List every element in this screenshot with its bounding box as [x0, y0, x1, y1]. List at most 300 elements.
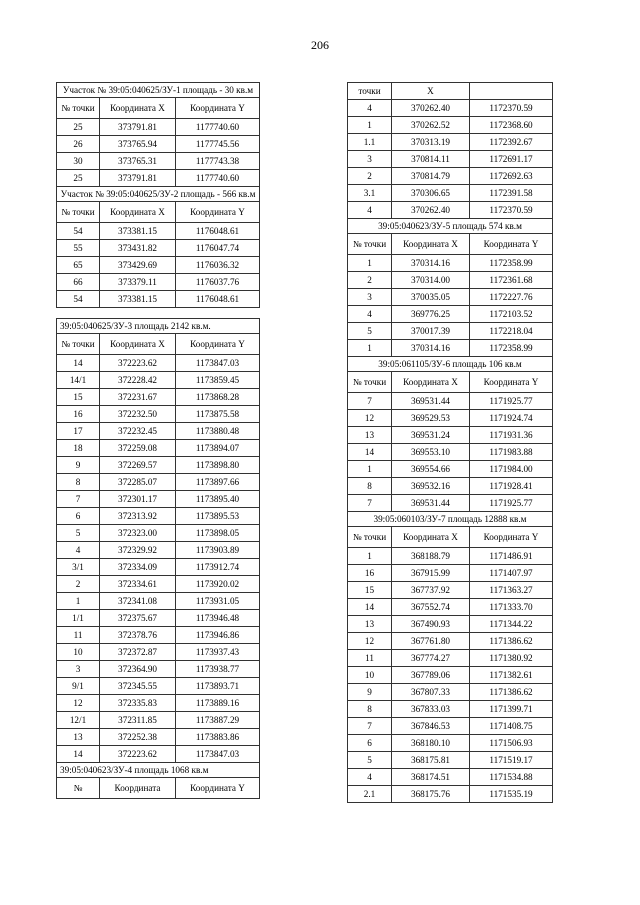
coordinate-y: 1171380.92: [470, 650, 553, 667]
column-header: Координата Y: [176, 334, 260, 355]
coordinate-x: 372231.67: [100, 389, 176, 406]
table-row: [348, 582, 553, 599]
point-number: 6: [57, 508, 100, 525]
coordinate-x: 370314.00: [392, 272, 470, 289]
coordinate-x: 373381.15: [100, 291, 176, 308]
section-title-row: [57, 187, 260, 202]
coordinate-x: 372301.17: [100, 491, 176, 508]
point-number: 10: [348, 667, 392, 684]
section-title-row: [348, 357, 553, 372]
coordinate-y: 1173847.03: [176, 746, 260, 763]
point-number: 1.1: [348, 134, 392, 151]
coordinate-y: 1171333.70: [470, 599, 553, 616]
column-header: №: [57, 778, 100, 799]
point-number: 1: [348, 255, 392, 272]
coordinate-y: 1171534.88: [470, 769, 553, 786]
coordinate-x: 372341.08: [100, 593, 176, 610]
point-number: 3/1: [57, 559, 100, 576]
column-header: [470, 83, 553, 100]
point-number: 9/1: [57, 678, 100, 695]
coordinates-table: [347, 82, 553, 803]
point-number: 7: [348, 495, 392, 512]
table-row: [57, 153, 260, 170]
table-row: [348, 202, 553, 219]
table-row: [57, 240, 260, 257]
table-row: [57, 170, 260, 187]
coordinate-x: 372311.85: [100, 712, 176, 729]
coordinate-y: 1171506.93: [470, 735, 553, 752]
coordinate-x: 372334.61: [100, 576, 176, 593]
point-number: 13: [348, 427, 392, 444]
coordinate-x: 369531.44: [392, 393, 470, 410]
table-row: [348, 255, 553, 272]
coordinate-x: 367552.74: [392, 599, 470, 616]
coordinate-y: 1177740.60: [176, 119, 260, 136]
table-row: [348, 410, 553, 427]
table-row: [348, 272, 553, 289]
coordinate-x: 372334.09: [100, 559, 176, 576]
table-row: [348, 786, 553, 803]
table-row: [57, 440, 260, 457]
coordinate-x: 367789.06: [392, 667, 470, 684]
table-row: [57, 274, 260, 291]
table-row: [57, 610, 260, 627]
coordinate-y: 1171344.22: [470, 616, 553, 633]
table-row: [348, 495, 553, 512]
point-number: 8: [348, 478, 392, 495]
coordinate-y: 1173893.71: [176, 678, 260, 695]
coordinate-y: 1173937.43: [176, 644, 260, 661]
table-row: [348, 548, 553, 565]
coordinate-y: 1172103.52: [470, 306, 553, 323]
coordinate-y: 1176036.32: [176, 257, 260, 274]
coordinate-x: 369553.10: [392, 444, 470, 461]
point-number: 1: [348, 548, 392, 565]
section-title: 39:05:040623/ЗУ-4 площадь 1068 кв.м: [57, 763, 260, 778]
coordinate-y: 1172392.67: [470, 134, 553, 151]
table-row: [57, 712, 260, 729]
coordinate-x: 372232.50: [100, 406, 176, 423]
coordinate-x: 372259.08: [100, 440, 176, 457]
coordinate-x: 367737.92: [392, 582, 470, 599]
table-row: [348, 633, 553, 650]
table-row: [57, 291, 260, 308]
table-row: [348, 168, 553, 185]
coordinate-y: 1177740.60: [176, 170, 260, 187]
coordinate-x: 368188.79: [392, 548, 470, 565]
point-number: 11: [348, 650, 392, 667]
table-row: [57, 593, 260, 610]
point-number: 18: [57, 440, 100, 457]
coordinate-x: 370314.16: [392, 255, 470, 272]
coordinate-y: 1173920.02: [176, 576, 260, 593]
column-header: Координата Y: [470, 527, 553, 548]
point-number: 54: [57, 291, 100, 308]
coordinate-y: 1173895.53: [176, 508, 260, 525]
coordinate-x: 368175.76: [392, 786, 470, 803]
coordinate-x: 372223.62: [100, 746, 176, 763]
coordinate-x: 370017.39: [392, 323, 470, 340]
point-number: 2: [348, 272, 392, 289]
coordinate-y: 1173946.48: [176, 610, 260, 627]
table-row: [57, 542, 260, 559]
coordinate-y: 1173898.80: [176, 457, 260, 474]
point-number: 5: [348, 752, 392, 769]
point-number: 3: [57, 661, 100, 678]
table-row: [348, 151, 553, 168]
table-row: [57, 119, 260, 136]
coordinate-y: 1171928.41: [470, 478, 553, 495]
table-row: [348, 565, 553, 582]
table-row: [348, 616, 553, 633]
coordinate-y: 1171925.77: [470, 495, 553, 512]
coordinate-x: 373765.94: [100, 136, 176, 153]
header-row: [348, 372, 553, 393]
point-number: 1: [348, 117, 392, 134]
table-row: [348, 461, 553, 478]
coordinate-x: 373791.81: [100, 170, 176, 187]
column-header: Координата Y: [176, 98, 260, 119]
point-number: 3: [348, 151, 392, 168]
point-number: 10: [57, 644, 100, 661]
coordinate-y: 1171407.97: [470, 565, 553, 582]
point-number: 14: [348, 599, 392, 616]
table-row: [348, 752, 553, 769]
point-number: 30: [57, 153, 100, 170]
point-number: 4: [348, 202, 392, 219]
point-number: 4: [57, 542, 100, 559]
page-number: 206: [311, 38, 329, 52]
point-number: 9: [348, 684, 392, 701]
coordinate-x: 372223.62: [100, 355, 176, 372]
coordinate-y: 1172358.99: [470, 255, 553, 272]
coordinate-x: 367915.99: [392, 565, 470, 582]
coordinate-y: 1172218.04: [470, 323, 553, 340]
coordinate-y: 1172227.76: [470, 289, 553, 306]
coordinate-x: 369529.53: [392, 410, 470, 427]
section-title-row: [57, 83, 260, 98]
point-number: 6: [348, 735, 392, 752]
section-title-row: [57, 319, 260, 334]
table-row: [57, 508, 260, 525]
section-title: Участок № 39:05:040625/ЗУ-1 площадь - 30 кв.м: [57, 83, 260, 98]
point-number: 12: [348, 410, 392, 427]
coordinate-x: 369532.16: [392, 478, 470, 495]
point-number: 15: [57, 389, 100, 406]
point-number: 66: [57, 274, 100, 291]
coordinate-x: 373431.82: [100, 240, 176, 257]
point-number: 4: [348, 769, 392, 786]
coordinate-y: 1171363.27: [470, 582, 553, 599]
coordinate-x: 372228.42: [100, 372, 176, 389]
coordinate-y: 1171399.71: [470, 701, 553, 718]
coordinate-y: 1173875.58: [176, 406, 260, 423]
coordinate-x: 372269.57: [100, 457, 176, 474]
coordinate-x: 372345.55: [100, 678, 176, 695]
point-number: 2: [57, 576, 100, 593]
point-number: 7: [57, 491, 100, 508]
coordinates-table: [56, 318, 260, 799]
coordinate-x: 367833.03: [392, 701, 470, 718]
coordinate-x: 368175.81: [392, 752, 470, 769]
left-column: [56, 82, 260, 799]
point-number: 2: [348, 168, 392, 185]
coordinate-x: 369776.25: [392, 306, 470, 323]
point-number: 65: [57, 257, 100, 274]
column-header: Координата X: [100, 334, 176, 355]
point-number: 14: [57, 355, 100, 372]
point-number: 14/1: [57, 372, 100, 389]
coordinate-x: 372335.83: [100, 695, 176, 712]
point-number: 12/1: [57, 712, 100, 729]
point-number: 1: [348, 461, 392, 478]
coordinate-y: 1171486.91: [470, 548, 553, 565]
point-number: 12: [57, 695, 100, 712]
coordinate-x: 369531.44: [392, 495, 470, 512]
coordinate-x: 372375.67: [100, 610, 176, 627]
section-title-row: [57, 763, 260, 778]
coordinate-y: 1172370.59: [470, 100, 553, 117]
table-row: [348, 478, 553, 495]
section-title-row: [348, 219, 553, 234]
point-number: 7: [348, 393, 392, 410]
table-row: [57, 661, 260, 678]
table-row: [57, 257, 260, 274]
table-row: [57, 678, 260, 695]
coordinate-y: 1173938.77: [176, 661, 260, 678]
point-number: 7: [348, 718, 392, 735]
column-header: Координата X: [392, 372, 470, 393]
table-row: [57, 406, 260, 423]
coordinate-x: 370313.19: [392, 134, 470, 151]
coordinate-x: 372372.87: [100, 644, 176, 661]
header-row: [57, 202, 260, 223]
point-number: 8: [57, 474, 100, 491]
coordinate-y: 1171382.61: [470, 667, 553, 684]
coordinate-x: 370262.40: [392, 202, 470, 219]
column-header: № точки: [348, 372, 392, 393]
header-row: [348, 234, 553, 255]
point-number: 16: [57, 406, 100, 423]
coordinate-y: 1173880.48: [176, 423, 260, 440]
column-header: Координата X: [392, 527, 470, 548]
point-number: 25: [57, 170, 100, 187]
coordinate-x: 372285.07: [100, 474, 176, 491]
coordinate-y: 1176048.61: [176, 291, 260, 308]
coordinate-y: 1171386.62: [470, 633, 553, 650]
coordinate-y: 1176047.74: [176, 240, 260, 257]
coordinate-y: 1173946.86: [176, 627, 260, 644]
point-number: 12: [348, 633, 392, 650]
coordinate-x: 368174.51: [392, 769, 470, 786]
coordinate-y: 1176037.76: [176, 274, 260, 291]
coordinate-y: 1172358.99: [470, 340, 553, 357]
coordinate-y: 1171925.77: [470, 393, 553, 410]
coordinate-y: 1172691.17: [470, 151, 553, 168]
table-row: [57, 223, 260, 240]
coordinate-x: 372329.92: [100, 542, 176, 559]
column-header: № точки: [348, 527, 392, 548]
point-number: 5: [57, 525, 100, 542]
column-header: Координата: [100, 778, 176, 799]
point-number: 1/1: [57, 610, 100, 627]
coordinate-x: 373791.81: [100, 119, 176, 136]
point-number: 15: [348, 582, 392, 599]
coordinate-y: 1171984.00: [470, 461, 553, 478]
coordinate-y: 1173889.16: [176, 695, 260, 712]
coordinates-table: [56, 82, 260, 308]
table-row: [57, 695, 260, 712]
column-header: точки: [348, 83, 392, 100]
point-number: 5: [348, 323, 392, 340]
coordinate-x: 372364.90: [100, 661, 176, 678]
section-title-row: [348, 512, 553, 527]
point-number: 3: [348, 289, 392, 306]
coordinate-y: 1177745.56: [176, 136, 260, 153]
section-title: 39:05:061105/ЗУ-6 площадь 106 кв.м: [348, 357, 553, 372]
coordinate-y: 1173912.74: [176, 559, 260, 576]
right-column: [347, 82, 553, 803]
table-row: [348, 718, 553, 735]
point-number: 25: [57, 119, 100, 136]
column-header: № точки: [57, 334, 100, 355]
column-header: Координата Y: [176, 202, 260, 223]
table-row: [348, 599, 553, 616]
coordinate-y: 1171386.62: [470, 684, 553, 701]
coordinate-x: 370035.05: [392, 289, 470, 306]
header-row: [348, 527, 553, 548]
coordinate-x: 367807.33: [392, 684, 470, 701]
coordinate-y: 1171983.88: [470, 444, 553, 461]
table-row: [57, 559, 260, 576]
table-row: [348, 427, 553, 444]
point-number: 8: [348, 701, 392, 718]
table-row: [57, 644, 260, 661]
column-header: Координата X: [100, 202, 176, 223]
point-number: 13: [348, 616, 392, 633]
coordinate-x: 368180.10: [392, 735, 470, 752]
coordinate-y: 1177743.38: [176, 153, 260, 170]
point-number: 1: [348, 340, 392, 357]
coordinate-x: 372313.92: [100, 508, 176, 525]
table-row: [348, 701, 553, 718]
table-row: [57, 729, 260, 746]
coordinate-y: 1173898.05: [176, 525, 260, 542]
coordinate-y: 1173883.86: [176, 729, 260, 746]
table-row: [348, 393, 553, 410]
coordinate-x: 372252.38: [100, 729, 176, 746]
coordinate-x: 370314.16: [392, 340, 470, 357]
table-row: [57, 136, 260, 153]
point-number: 2.1: [348, 786, 392, 803]
coordinate-x: 367761.80: [392, 633, 470, 650]
coordinate-x: 373429.69: [100, 257, 176, 274]
coordinate-x: 373381.15: [100, 223, 176, 240]
coordinate-x: 370306.65: [392, 185, 470, 202]
coordinate-y: 1172368.60: [470, 117, 553, 134]
table-row: [348, 650, 553, 667]
coordinate-y: 1173903.89: [176, 542, 260, 559]
table-row: [348, 667, 553, 684]
column-header: Координата X: [100, 98, 176, 119]
point-number: 14: [348, 444, 392, 461]
column-header: № точки: [57, 98, 100, 119]
point-number: 1: [57, 593, 100, 610]
point-number: 13: [57, 729, 100, 746]
coordinate-y: 1173897.66: [176, 474, 260, 491]
table-row: [348, 444, 553, 461]
table-gap: [56, 308, 260, 318]
column-header: Координата Y: [470, 372, 553, 393]
point-number: 11: [57, 627, 100, 644]
header-row: [57, 778, 260, 799]
table-row: [348, 185, 553, 202]
coordinate-y: 1173931.05: [176, 593, 260, 610]
header-row: [57, 98, 260, 119]
coordinate-y: 1172692.63: [470, 168, 553, 185]
section-title: Участок № 39:05:040625/ЗУ-2 площадь - 566 кв.м: [57, 187, 260, 202]
coordinate-x: 367846.53: [392, 718, 470, 735]
coordinate-x: 372323.00: [100, 525, 176, 542]
point-number: 26: [57, 136, 100, 153]
coordinate-y: 1171408.75: [470, 718, 553, 735]
column-header: Координата Y: [176, 778, 260, 799]
coordinate-y: 1171535.19: [470, 786, 553, 803]
coordinate-x: 369554.66: [392, 461, 470, 478]
section-title: 39:05:040623/ЗУ-5 площадь 574 кв.м: [348, 219, 553, 234]
table-row: [348, 769, 553, 786]
table-row: [348, 117, 553, 134]
coordinate-x: 372232.45: [100, 423, 176, 440]
point-number: 17: [57, 423, 100, 440]
table-row: [348, 340, 553, 357]
column-header: X: [392, 83, 470, 100]
coordinate-x: 370814.79: [392, 168, 470, 185]
coordinate-x: 370814.11: [392, 151, 470, 168]
coordinate-y: 1172361.68: [470, 272, 553, 289]
coordinate-y: 1173895.40: [176, 491, 260, 508]
table-row: [348, 134, 553, 151]
coordinate-x: 373765.31: [100, 153, 176, 170]
coordinate-y: 1171931.36: [470, 427, 553, 444]
column-header: Координата Y: [470, 234, 553, 255]
column-header: № точки: [348, 234, 392, 255]
table-row: [57, 389, 260, 406]
table-row: [348, 684, 553, 701]
coordinate-y: 1173894.07: [176, 440, 260, 457]
table-row: [348, 735, 553, 752]
header-row: [348, 83, 553, 100]
coordinate-y: 1171924.74: [470, 410, 553, 427]
coordinate-x: 367774.27: [392, 650, 470, 667]
coordinate-y: 1171519.17: [470, 752, 553, 769]
table-row: [348, 306, 553, 323]
point-number: 14: [57, 746, 100, 763]
table-row: [57, 372, 260, 389]
table-row: [348, 100, 553, 117]
coordinate-y: 1173847.03: [176, 355, 260, 372]
table-row: [57, 423, 260, 440]
column-header: Координата X: [392, 234, 470, 255]
coordinate-x: 370262.40: [392, 100, 470, 117]
coordinate-x: 372378.76: [100, 627, 176, 644]
point-number: 55: [57, 240, 100, 257]
table-row: [57, 627, 260, 644]
point-number: 16: [348, 565, 392, 582]
section-title: 39:05:040625/ЗУ-3 площадь 2142 кв.м.: [57, 319, 260, 334]
coordinate-y: 1173868.28: [176, 389, 260, 406]
point-number: 4: [348, 306, 392, 323]
